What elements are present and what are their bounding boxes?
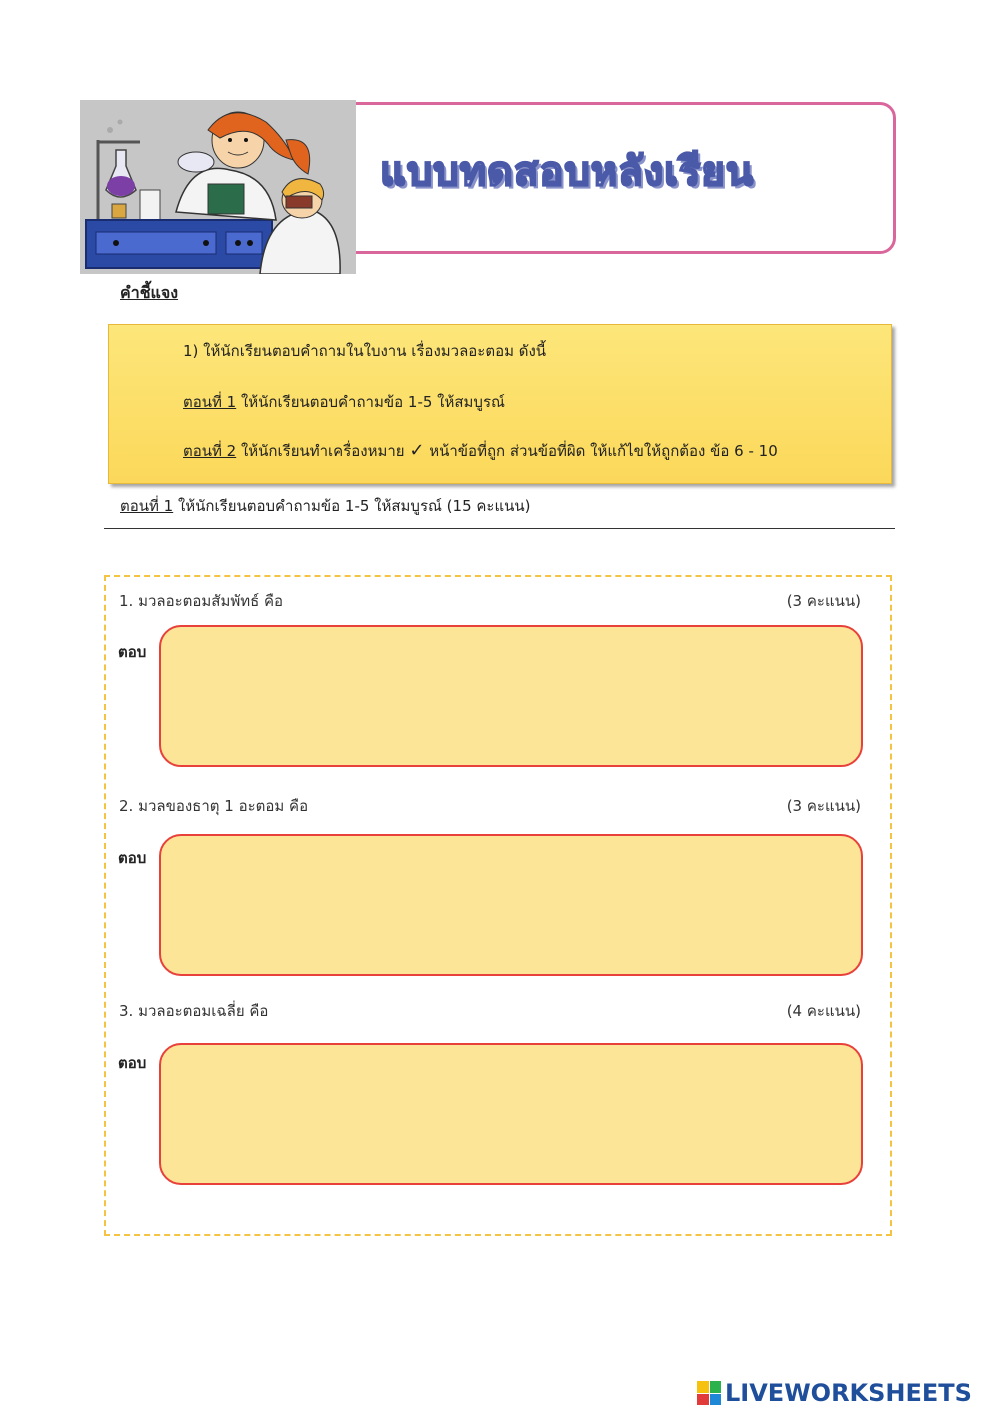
answer-2-label: ตอบ bbox=[118, 849, 147, 867]
question-3-score: (4 คะแนน) bbox=[786, 1002, 861, 1020]
answer-1-label: ตอบ bbox=[118, 643, 147, 661]
instruction-line-part2 bbox=[183, 439, 778, 463]
question-2-text: 2. มวลของธาตุ 1 อะตอม คือ bbox=[119, 797, 309, 815]
instruction-line-1: 1) ให้นักเรียนตอบคำถามในใบงาน เรื่องมวลอะตอม ดังนี้ bbox=[183, 342, 547, 360]
checkmark-icon: ✓ bbox=[409, 440, 425, 461]
liveworksheets-brand bbox=[697, 1378, 972, 1408]
page-title: แบบทดสอบหลังเรียน bbox=[380, 149, 755, 195]
answer-3-field[interactable] bbox=[159, 1043, 863, 1185]
part2-text-b: หน้าข้อที่ถูก ส่วนข้อที่ผิด ให้แก้ไขให้ถูกต้อง ข้อ 6 - 10 bbox=[424, 442, 778, 460]
section-1-heading bbox=[120, 494, 531, 518]
brand-name: LIVEWORKSHEETS bbox=[725, 1379, 972, 1407]
instructions-box bbox=[108, 324, 892, 484]
section-1-text: ให้นักเรียนตอบคำถามข้อ 1-5 ให้สมบูรณ์ (15 คะแนน) bbox=[173, 497, 531, 515]
part1-label: ตอนที่ 1 bbox=[183, 393, 237, 411]
part2-label: ตอนที่ 2 bbox=[183, 442, 237, 460]
answer-1-field[interactable] bbox=[159, 625, 863, 767]
liveworksheets-logo-icon bbox=[697, 1381, 721, 1405]
question-3-text: 3. มวลอะตอมเฉลี่ย คือ bbox=[119, 1002, 269, 1020]
instruction-line-part1 bbox=[183, 390, 505, 414]
question-2-score: (3 คะแนน) bbox=[786, 797, 861, 815]
science-lab-illustration bbox=[80, 100, 356, 274]
divider bbox=[104, 528, 895, 529]
part2-text-a: ให้นักเรียนทำเครื่องหมาย bbox=[236, 442, 410, 460]
part1-text: ให้นักเรียนตอบคำถามข้อ 1-5 ให้สมบูรณ์ bbox=[236, 393, 505, 411]
answer-2-field[interactable] bbox=[159, 834, 863, 976]
instructions-label: คำชี้แจง bbox=[120, 283, 179, 302]
question-1-text: 1. มวลอะตอมสัมพัทธ์ คือ bbox=[119, 592, 284, 610]
answer-3-label: ตอบ bbox=[118, 1054, 147, 1072]
question-1-score: (3 คะแนน) bbox=[786, 592, 861, 610]
section-1-label: ตอนที่ 1 bbox=[120, 497, 174, 515]
lab-scientists-image bbox=[80, 100, 356, 274]
